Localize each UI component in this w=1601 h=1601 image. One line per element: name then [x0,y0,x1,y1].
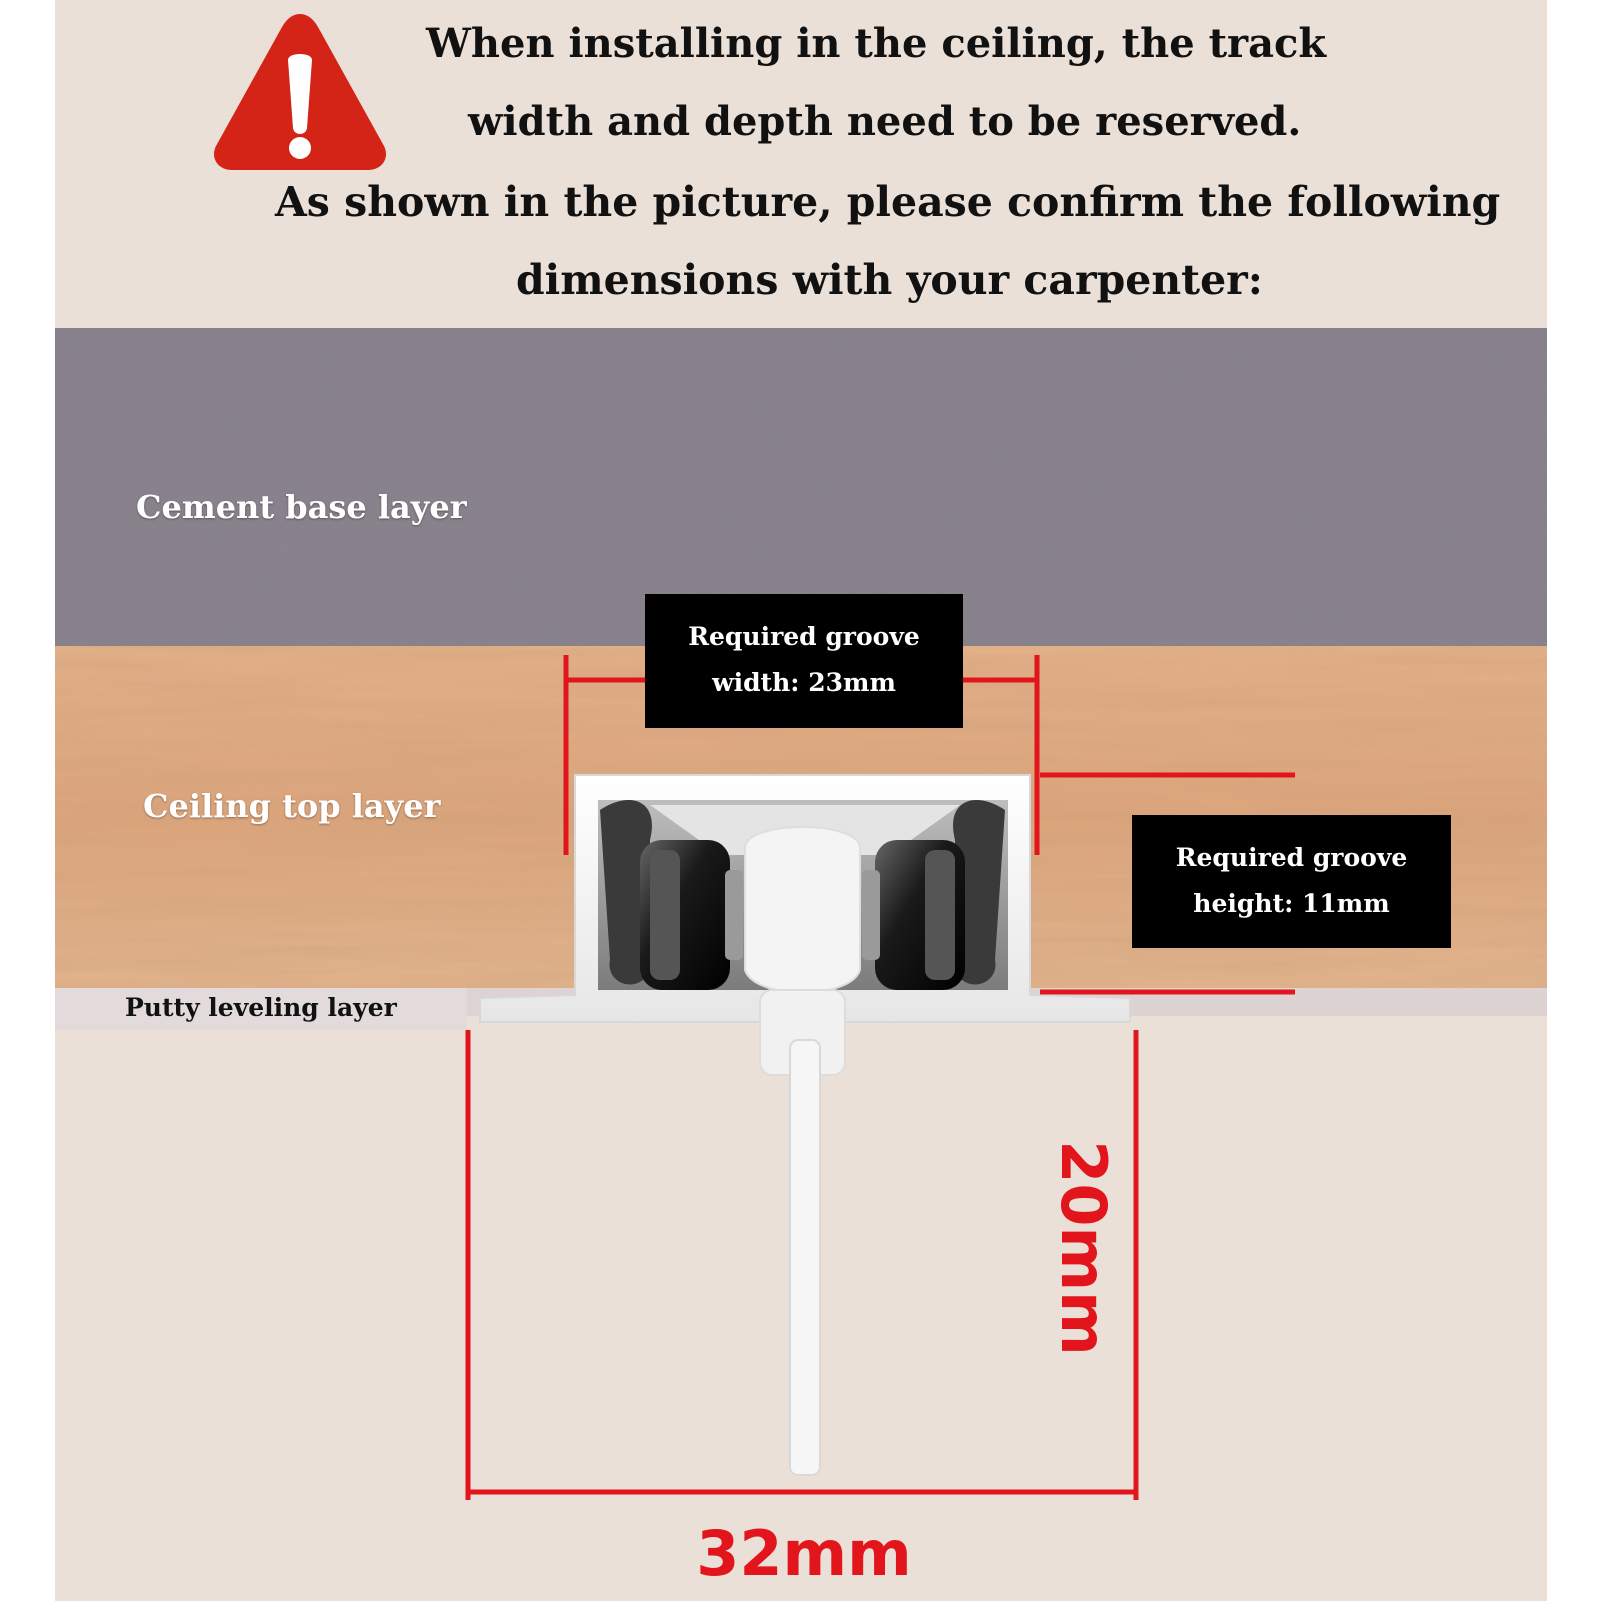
hanger-bracket [745,827,860,1475]
notice-line-4: dimensions with your carpenter: [516,256,1263,304]
cement-layer-label: Cement base layer [136,488,467,526]
groove-width-callout [645,594,963,728]
groove-height-line-1: Required groove [1175,843,1408,872]
ceiling-layer-label: Ceiling top layer [143,787,441,825]
notice-line-2: width and depth need to be reserved. [468,98,1302,145]
groove-height-callout [1132,815,1451,948]
notice-line-1: When installing in the ceiling, the track [426,20,1327,67]
putty-layer-text: Putty leveling layer [125,993,397,1022]
dimension-height-label: 20mm [1047,1140,1120,1356]
dimension-width-label: 32mm [696,1517,912,1590]
groove-width-line-2: width: 23mm [712,668,896,697]
groove-height-line-2: height: 11mm [1193,889,1390,918]
notice-line-3: As shown in the picture, please confirm the following [275,178,1501,226]
groove-width-line-1: Required groove [688,622,920,651]
